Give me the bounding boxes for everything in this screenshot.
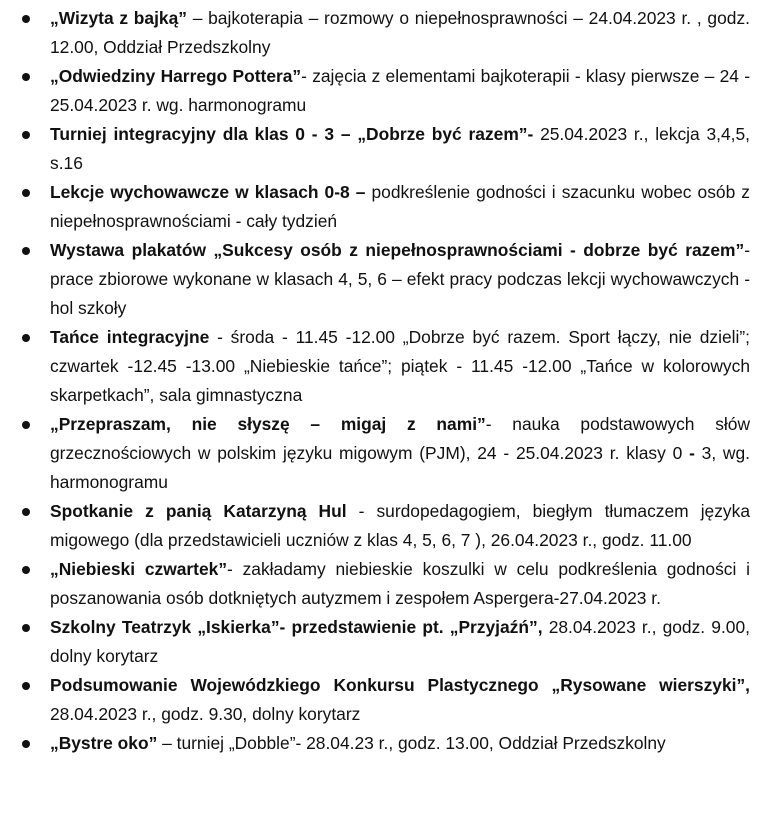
- event-details-text: 28.04.2023 r., godz. 9.30, dolny korytarz: [50, 704, 361, 724]
- event-list-item: [50, 410, 750, 497]
- event-list-item: [50, 671, 750, 729]
- event-details-text: – turniej „Dobble”- 28.04.23 r., godz. 13.00, Oddział Przedszkolny: [157, 733, 666, 753]
- event-title-text: „Przepraszam, nie słyszę – migaj z nami”: [50, 414, 486, 434]
- event-list-item: [50, 497, 750, 555]
- event-title-text: Wystawa plakatów „Sukcesy osób z niepełnosprawnościami - dobrze być razem”: [50, 240, 745, 260]
- event-details-text: 25.04.2023 r., lekcja 3,4,5, s.16: [50, 124, 750, 173]
- event-title-text: „Niebieski czwartek”: [50, 559, 228, 579]
- event-title-text: -: [689, 443, 695, 463]
- event-list-item: [50, 62, 750, 120]
- event-list-item: [50, 120, 750, 178]
- event-title-text: „Wizyta z bajką”: [50, 8, 187, 28]
- event-details-text: – bajkoterapia – rozmowy o niepełnosprawności – 24.04.2023 r. , godz. 12.00, Oddział Przedszkolny: [50, 8, 750, 57]
- event-details-text: - zajęcia z elementami bajkoterapii - klasy pierwsze – 24 - 25.04.2023 r. wg. harmonogramu: [50, 66, 751, 115]
- event-details-text: - surdopedagogiem, biegłym tłumaczem języka migowego (dla przedstawicieli uczniów z klas 4, 5, 6, 7 ), 26.04.2023 r., godz. 11.00: [50, 501, 750, 550]
- event-details-text: - prace zbiorowe wykonane w klasach 4, 5, 6 – efekt pracy podczas lekcji wychowawczych - hol szkoły: [50, 240, 750, 318]
- event-details-text: - środa - 11.45 -12.00 „Dobrze być razem. Sport łączy, nie dzieli”; czwartek -12.45 -13.00 „Niebieskie tańce”; piątek - 11.45 -12.00 „Tańce w kolorowych skarpetkach”, sala gimnastyczna: [50, 327, 750, 405]
- event-title-text: Podsumowanie Wojewódzkiego Konkursu Plastycznego „Rysowane wierszyki”,: [50, 675, 750, 695]
- event-details-text: 28.04.2023 r., godz. 9.00, dolny korytarz: [50, 617, 750, 666]
- event-list-item: [50, 178, 750, 236]
- event-list-item: [50, 4, 750, 62]
- event-title-text: Szkolny Teatrzyk „Iskierka”- przedstawienie pt. „Przyjaźń”,: [50, 617, 543, 637]
- event-title-text: Turniej integracyjny dla klas 0 - 3 – „Dobrze być razem”-: [50, 124, 534, 144]
- event-details-text: - zakładamy niebieskie koszulki w celu podkreślenia godności i poszanowania osób dotkniętych autyzmem i zespołem Aspergera-27.04.2023 r.: [50, 559, 750, 608]
- event-list-item: [50, 236, 750, 323]
- event-list-item: [50, 323, 750, 410]
- event-list-item: [50, 613, 750, 671]
- event-details-text: - nauka podstawowych słów grzecznościowych w polskim języku migowym (PJM), 24 - 25.04.2023 r. klasy 0: [50, 414, 751, 463]
- event-title-text: „Odwiedziny Harrego Pottera”: [50, 66, 302, 86]
- event-title-text: „Bystre oko”: [50, 733, 158, 753]
- event-list-item: [50, 729, 750, 758]
- event-details-text: 3, wg. harmonogramu: [50, 443, 750, 492]
- event-title-text: Tańce integracyjne: [50, 327, 210, 347]
- event-list-item: [50, 555, 750, 613]
- event-title-text: Lekcje wychowawcze w klasach 0-8 –: [50, 182, 366, 202]
- event-details-text: podkreślenie godności i szacunku wobec osób z niepełnosprawnościami - cały tydzień: [50, 182, 750, 231]
- event-title-text: Spotkanie z panią Katarzyną Hul: [50, 501, 347, 521]
